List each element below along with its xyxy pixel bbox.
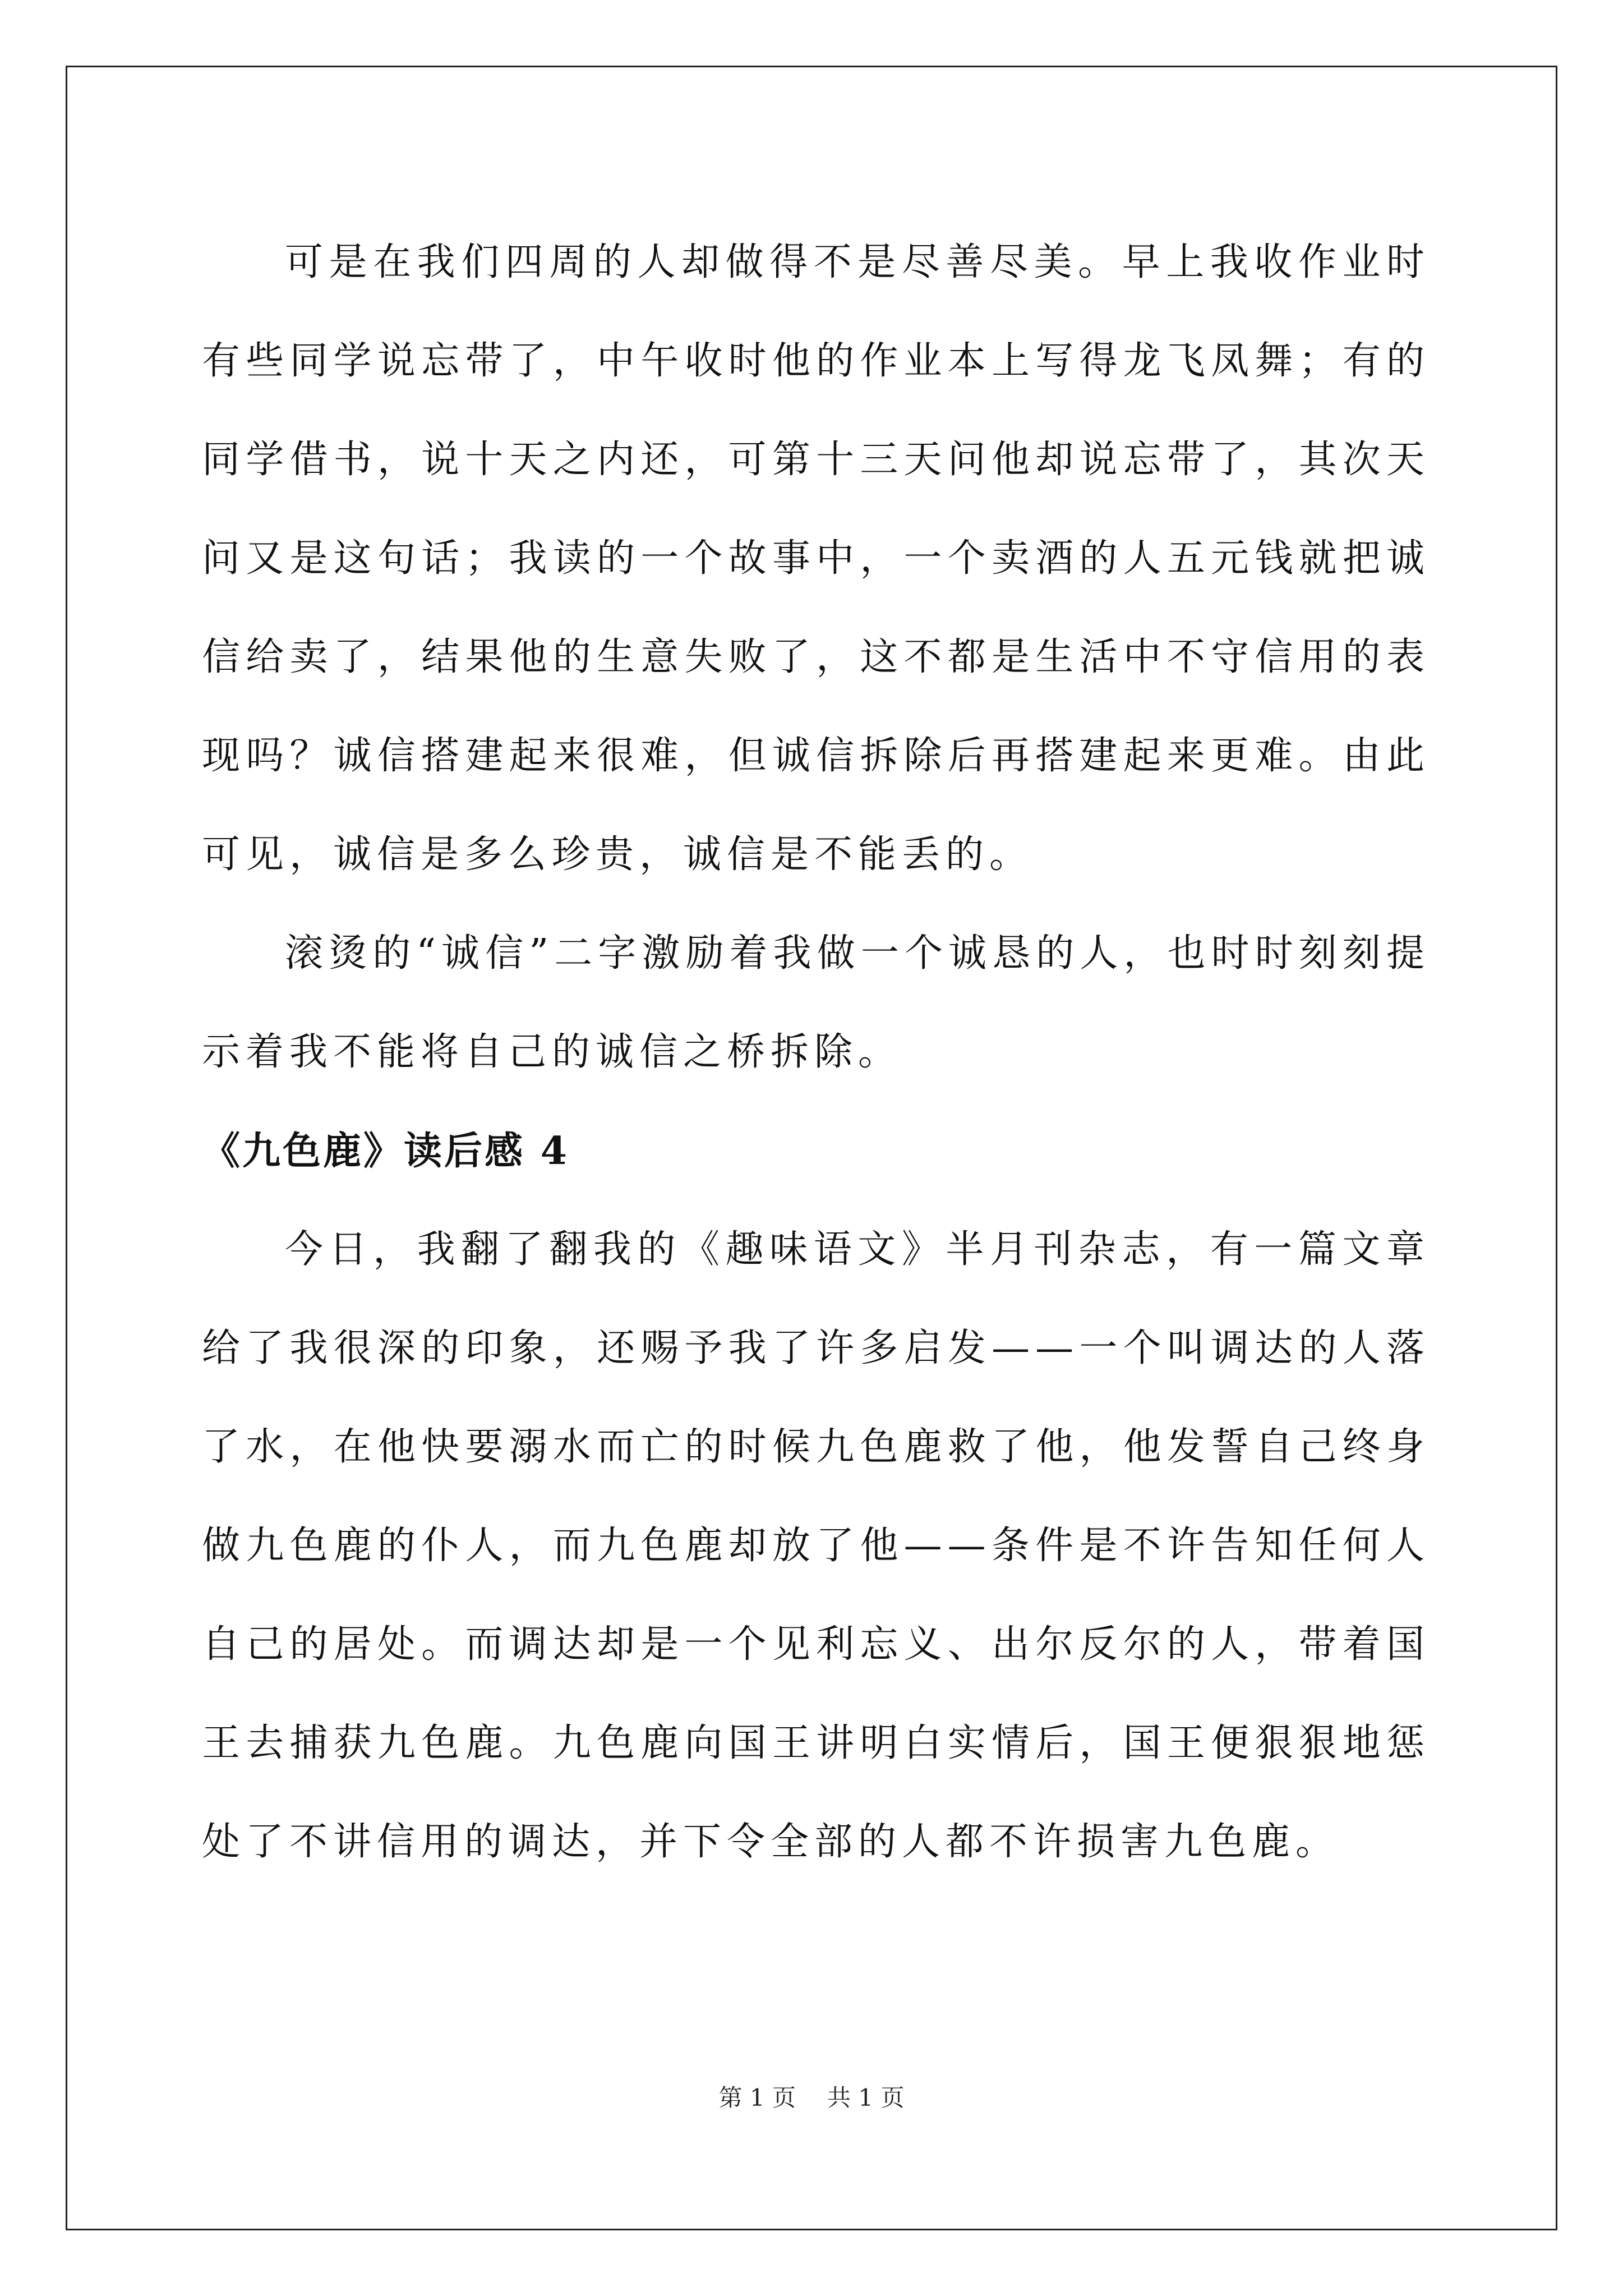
paragraph: 今日，我翻了翻我的《趣味语文》半月刊杂志，有一篇文章给了我很深的印象，还赐予我了许多启发——一个叫调达的人落了水，在他快要溺水而亡的时候九色鹿救了他，他发誓自己终身做九色鹿的仆人，而九色鹿却放了他——条件是不许告知任何人自己的居处。而调达却是一个见利忘义、出尔反尔的人，带着国王去捕获九色鹿。九色鹿向国王讲明白实情后，国王便狠狠地惩处了不讲信用的调达，并下令全部的人都不许损害九色鹿。 [202,1227,1430,1864]
document-body [202,213,1430,1892]
paragraph: 可是在我们四周的人却做得不是尽善尽美。早上我收作业时有些同学说忘带了，中午收时他的作业本上写得龙飞凤舞；有的同学借书，说十天之内还，可第十三天问他却说忘带了，其次天问又是这句话；我读的一个故事中，一个卖酒的人五元钱就把诚信给卖了，结果他的生意失败了，这不都是生活中不守信用的表现吗？诚信搭建起来很难，但诚信拆除后再搭建起来更难。由此可见，诚信是多么珍贵，诚信是不能丢的。 [202,240,1430,877]
page-total: 共 1 页 [827,2084,905,2111]
section-heading: 《九色鹿》读后感 4 [202,1129,569,1174]
page-number: 第 1 页 [718,2084,796,2111]
paragraph: 滚烫的“诚信”二字激励着我做一个诚恳的人，也时时刻刻提示着我不能将自己的诚信之桥拆除。 [202,931,1430,1074]
page-footer [0,2081,1623,2115]
